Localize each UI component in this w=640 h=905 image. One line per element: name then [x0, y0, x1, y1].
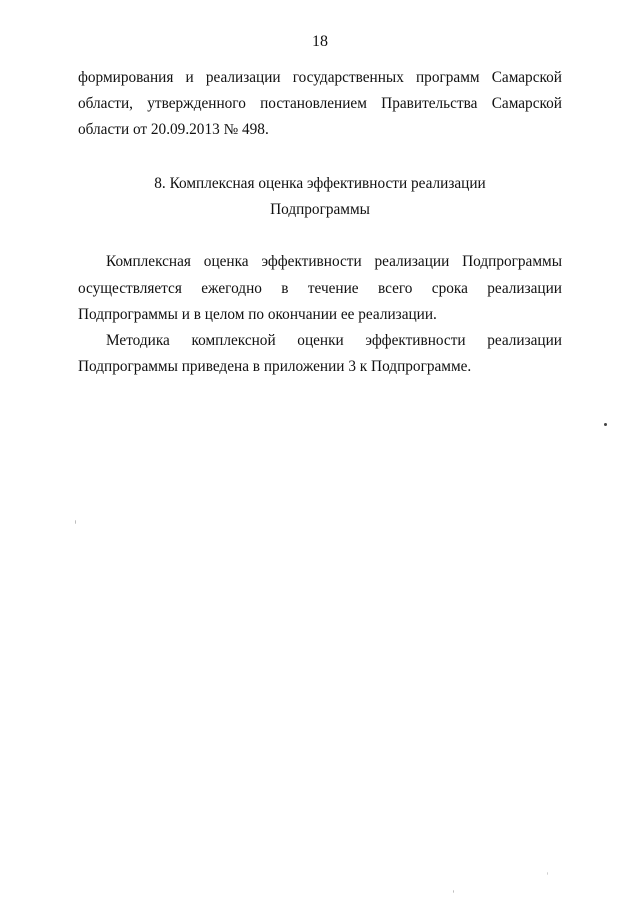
scan-speck [453, 890, 454, 893]
word: реализации [205, 69, 281, 86]
word: реализации [374, 253, 450, 270]
word: и [185, 69, 194, 86]
intro-line-1 [78, 68, 562, 88]
paragraph-1-line-2 [78, 279, 562, 299]
section-heading: 8. Комплексная оценка эффективности реализации [154, 175, 486, 192]
paragraph-2-line-1 [106, 331, 562, 351]
word: в [281, 280, 289, 297]
word: Комплексная [106, 253, 191, 270]
word: области, [78, 95, 133, 112]
word: оценки [297, 332, 344, 349]
word: государственных [292, 69, 404, 86]
word: Подпрограммы [462, 253, 562, 270]
scan-speck [604, 423, 607, 426]
scan-speck [547, 872, 548, 875]
word: реализации [487, 332, 562, 349]
word: течение [307, 280, 359, 297]
paragraph-2-line-2: Подпрограммы приведена в приложении 3 к Подпрограмме. [78, 358, 472, 375]
paragraph-1-line-3: Подпрограммы и в целом по окончании ее реализации. [78, 306, 437, 323]
word: Самарской [491, 95, 562, 112]
word: Правительства [381, 95, 478, 112]
word: ежегодно [201, 280, 262, 297]
word: эффективности [261, 253, 362, 270]
word: Методика [106, 332, 170, 349]
page-number: 18 [312, 33, 328, 50]
word: всего [377, 280, 413, 297]
section-heading-continuation: Подпрограммы [270, 201, 370, 218]
word: осуществляется [78, 280, 182, 297]
word: формирования [78, 69, 174, 86]
word: постановлением [260, 95, 367, 112]
intro-line-3: области от 20.09.2013 № 498. [78, 121, 269, 138]
word: Самарской [491, 69, 562, 86]
word: комплексной [191, 332, 276, 349]
scan-speck [75, 520, 76, 524]
word: утвержденного [147, 95, 246, 112]
word: реализации [487, 280, 562, 297]
word: программ [416, 69, 480, 86]
word: эффективности [365, 332, 466, 349]
intro-line-2 [78, 94, 562, 114]
paragraph-1-line-1 [106, 252, 562, 272]
word: оценка [203, 253, 249, 270]
word: срока [431, 280, 468, 297]
